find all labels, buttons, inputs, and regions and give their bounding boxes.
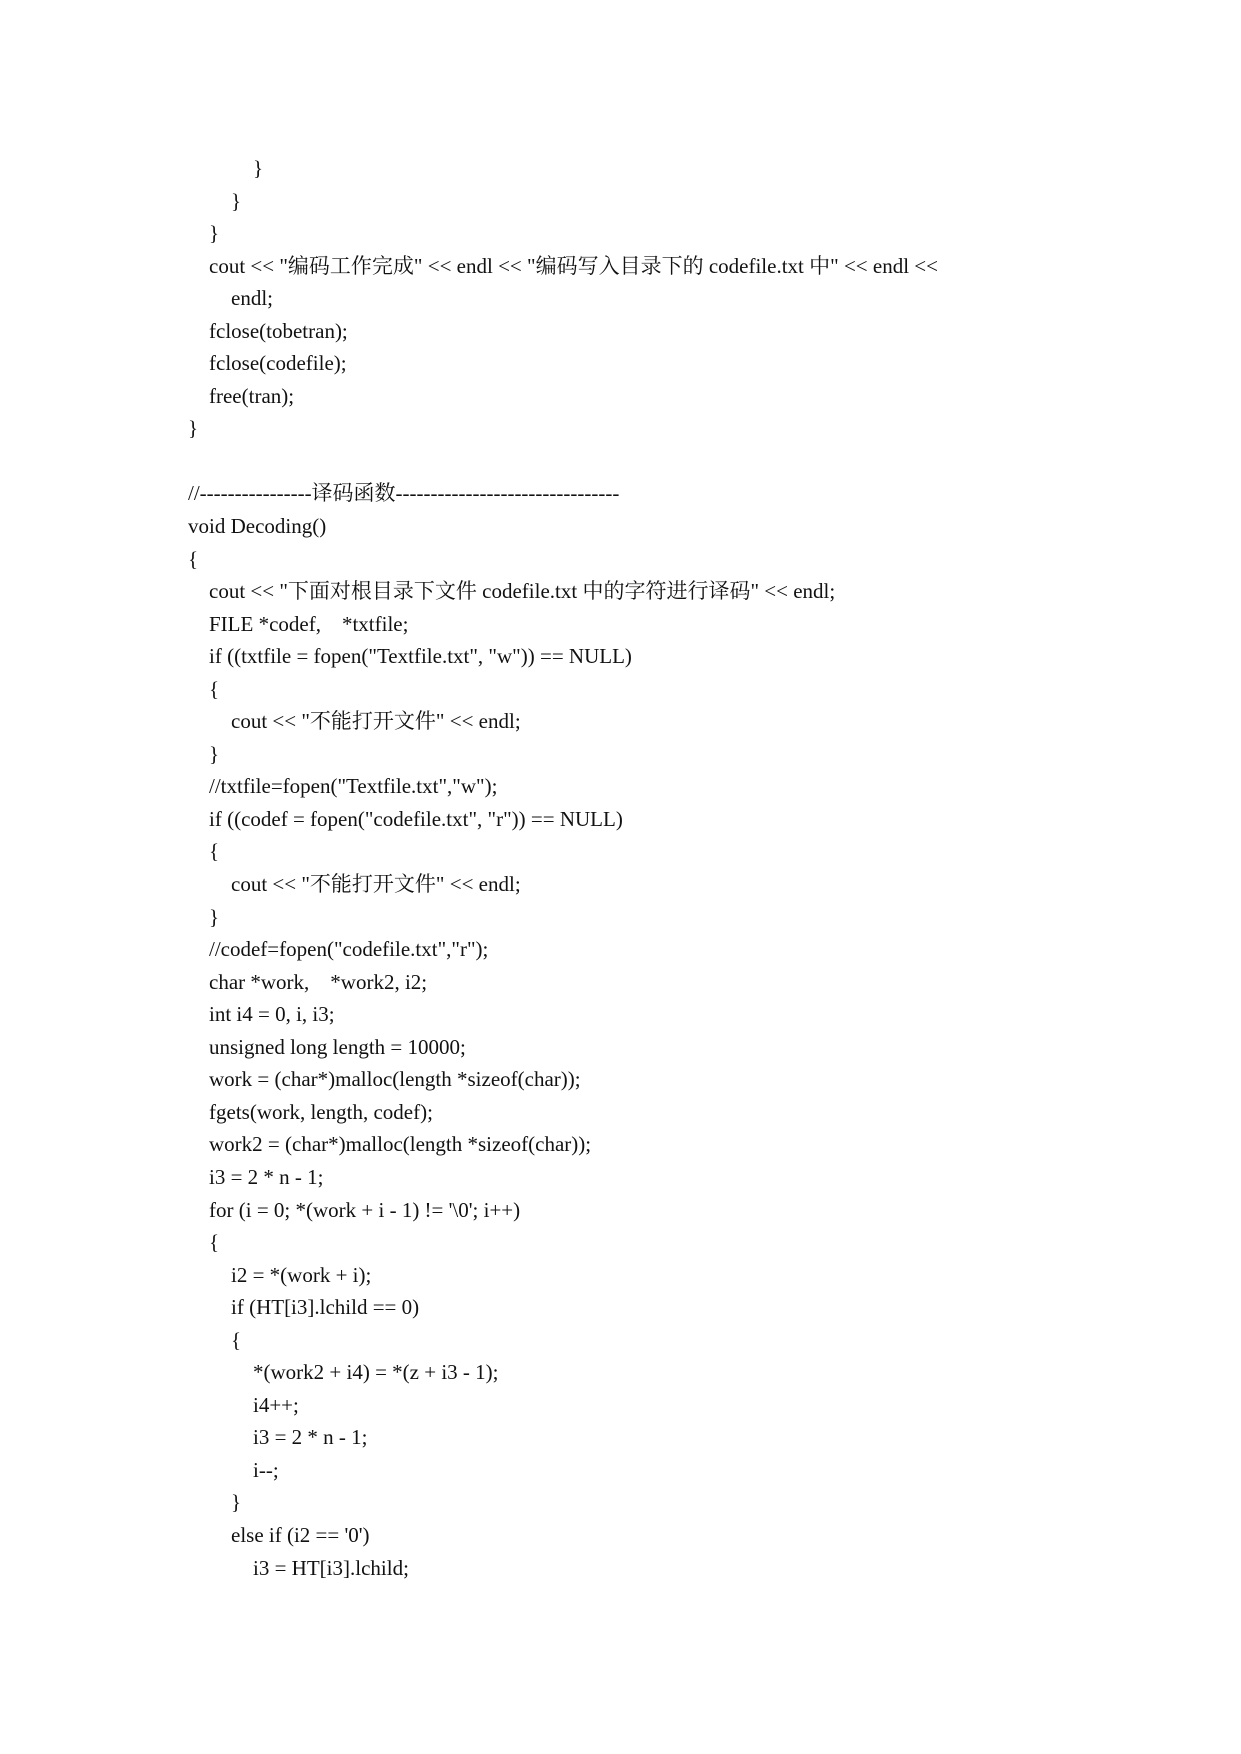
code-line: fgets(work, length, codef); [209,1099,433,1124]
code-line: cout << "编码工作完成" << endl << "编码写入目录下的 codefile.txt 中" << endl << [209,253,938,278]
code-line: { [209,1230,220,1255]
code-line: free(tran); [209,383,295,408]
code-line: } [231,188,242,213]
code-line: i3 = 2 * n - 1; [209,1164,324,1189]
code-line [188,445,938,478]
code-line: cout << "不能打开文件" << endl; [231,872,521,897]
code-line: i--; [253,1457,279,1482]
code-line: for (i = 0; *(work + i - 1) != '\0'; i++) [209,1197,521,1222]
code-line: } [253,156,264,180]
code-line: work = (char*)malloc(length *sizeof(char)); [209,1067,581,1092]
code-line: //txtfile=fopen("Textfile.txt","w"); [209,774,498,799]
code-line: { [209,839,220,864]
code-line: { [188,546,199,571]
code-line: //codef=fopen("codefile.txt","r"); [209,937,489,962]
code-line: fclose(tobetran); [209,318,348,343]
code-line: work2 = (char*)malloc(length *sizeof(char)); [209,1132,592,1157]
code-line: int i4 = 0, i, i3; [209,1002,335,1027]
code-line: { [231,1327,242,1352]
code-line: } [209,221,220,246]
code-line: i4++; [253,1392,299,1417]
code-line: fclose(codefile); [209,351,347,376]
code-line: if ((codef = fopen("codefile.txt", "r")) == NULL) [209,806,623,831]
code-line: } [188,416,199,441]
code-listing [188,152,938,1584]
code-line: if ((txtfile = fopen("Textfile.txt", "w")) == NULL) [209,644,632,669]
code-line: *(work2 + i4) = *(z + i3 - 1); [253,1360,499,1385]
code-line: cout << "不能打开文件" << endl; [231,709,521,734]
code-line: i3 = 2 * n - 1; [253,1425,368,1450]
code-line: cout << "下面对根目录下文件 codefile.txt 中的字符进行译码" << endl; [209,579,836,604]
code-line: endl; [231,286,273,311]
code-line: void Decoding() [188,514,327,539]
code-line: } [209,904,220,929]
code-line: i3 = HT[i3].lchild; [253,1555,409,1580]
code-line: //----------------译码函数-------------------------------- [188,481,620,506]
code-line: { [209,676,220,701]
code-line: if (HT[i3].lchild == 0) [231,1295,420,1320]
code-line: } [209,741,220,766]
code-line: char *work, *work2, i2; [209,969,428,994]
code-line: FILE *codef, *txtfile; [209,611,409,636]
code-line: i2 = *(work + i); [231,1262,372,1287]
code-line: else if (i2 == '0') [231,1522,370,1547]
code-line: } [231,1490,242,1515]
code-line: unsigned long length = 10000; [209,1034,466,1059]
